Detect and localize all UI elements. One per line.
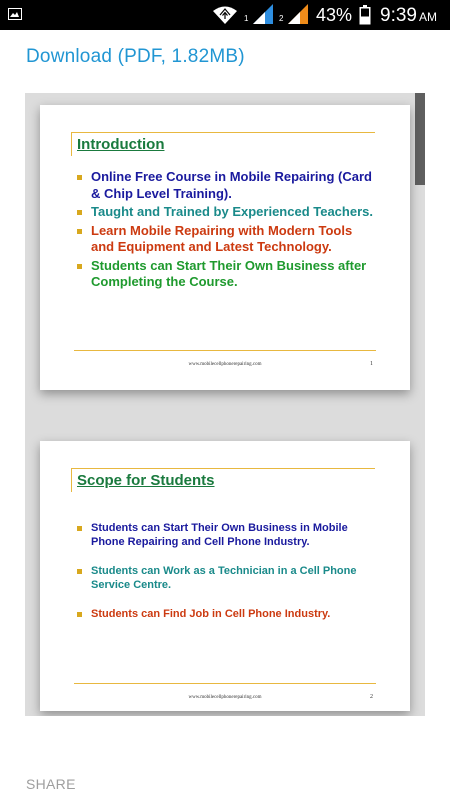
bullet-icon [77,264,82,269]
bullet-text: Students can Start Their Own Business in Mobile Phone Repairing and Cell Phone Industry. [91,522,348,548]
gallery-icon [8,8,22,20]
sim2-label: 2 [279,14,284,23]
bullet-text: Students can Start Their Own Business after Completing the Course. [91,257,367,289]
list-item [77,607,377,621]
list-item [77,169,377,202]
bullet-text: Online Free Course in Mobile Repairing (Card & Chip Level Training). [91,169,372,201]
list-item [77,223,377,256]
list-item [77,564,377,592]
slide-2 [40,441,410,711]
bullet-icon [77,569,82,574]
bullet-text: Students can Find Job in Cell Phone Industry. [91,608,331,620]
slide-bullets [77,521,377,636]
slide-footer-url: www.mobilecellphonerepairing.com [188,695,262,700]
bullet-text: Students can Work as a Technician in a Cell Phone Service Centre. [91,565,357,591]
slide-bottom-rule [74,683,376,684]
slide-bullets [77,169,377,293]
slide-page-number: 2 [370,694,373,700]
list-item [77,258,377,291]
download-pdf-link[interactable]: Download (PDF, 1.82MB) [26,46,245,67]
slide-title-box [71,132,164,156]
slide-page-number: 1 [370,361,373,367]
battery-icon [359,5,371,25]
bullet-text: Taught and Trained by Experienced Teachers. [91,204,373,219]
clock: 9:39 AM [380,5,437,26]
slide-bottom-rule [74,350,376,351]
pdf-preview[interactable] [25,93,425,716]
list-item [77,521,377,549]
list-item [77,204,377,221]
sim1-label: 1 [244,14,249,23]
bullet-icon [77,210,82,215]
bullet-icon [77,526,82,531]
slide-title-box [71,468,215,492]
bullet-text: Learn Mobile Repairing with Modern Tools and Equipment and Latest Technology. [91,222,353,254]
battery-percent: 43% [316,5,353,25]
slide-title: Scope for Students [77,472,215,489]
slide-footer-url: www.mobilecellphonerepairing.com [188,362,262,367]
slide-title: Introduction [77,136,165,153]
bullet-icon [77,175,82,180]
wifi-icon [212,5,238,25]
bullet-icon [77,229,82,234]
signal-sim2-icon [286,4,310,24]
share-button[interactable]: SHARE [26,776,76,792]
preview-scrollbar[interactable] [415,93,425,185]
signal-sim1-icon [251,4,275,24]
slide-1 [40,105,410,390]
status-bar [0,0,450,30]
bullet-icon [77,612,82,617]
